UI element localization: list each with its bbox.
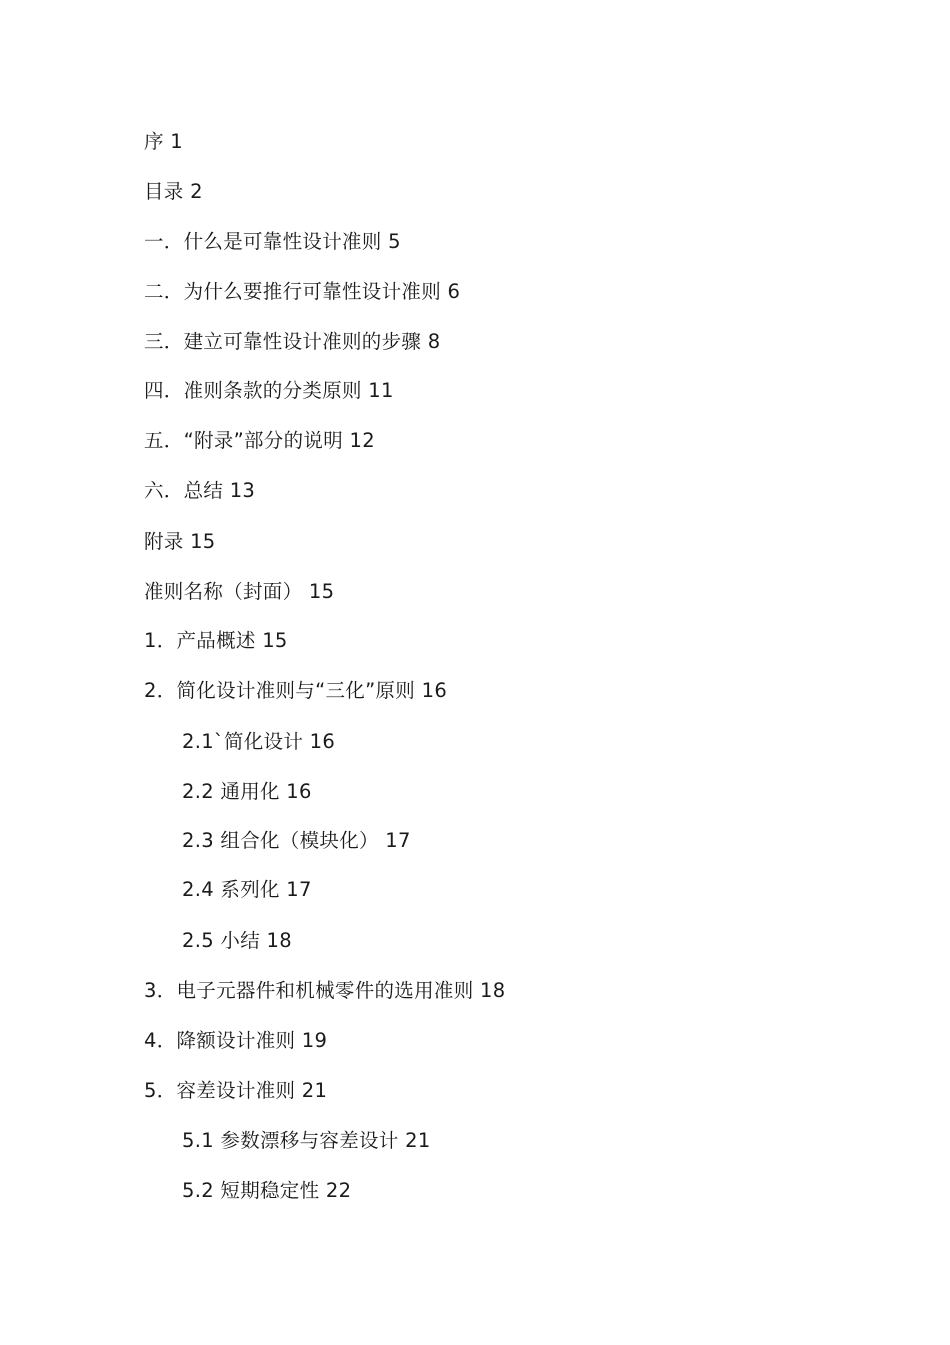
toc-entry-appendix-5-2: 5.2 短期稳定性 22 [182, 1179, 352, 1202]
toc-entry-appendix-2-1: 2.1`简化设计 16 [182, 730, 336, 753]
toc-entry-appendix-5-1: 5.1 参数漂移与容差设计 21 [182, 1129, 431, 1152]
toc-entry-section-6: 六．总结 13 [144, 479, 256, 502]
toc-entry-section-5: 五．“附录”部分的说明 12 [144, 429, 375, 452]
toc-entry-appendix-2-2: 2.2 通用化 16 [182, 780, 312, 803]
toc-entry-section-2: 二．为什么要推行可靠性设计准则 6 [144, 280, 461, 303]
toc-entry-appendix-2: 2．简化设计准则与“三化”原则 16 [144, 679, 448, 702]
toc-entry-appendix-2-3: 2.3 组合化（模块化） 17 [182, 829, 411, 852]
toc-entry-appendix-3: 3．电子元器件和机械零件的选用准则 18 [144, 979, 506, 1002]
toc-entry-section-3: 三．建立可靠性设计准则的步骤 8 [144, 330, 441, 353]
toc-entry-contents: 目录 2 [144, 180, 203, 203]
toc-entry-preface: 序 1 [144, 130, 184, 153]
toc-entry-appendix-4: 4．降额设计准则 19 [144, 1029, 328, 1052]
toc-entry-appendix-1: 1．产品概述 15 [144, 629, 288, 652]
toc-entry-appendix-5: 5．容差设计准则 21 [144, 1079, 328, 1102]
toc-entry-cover: 准则名称（封面） 15 [144, 580, 335, 603]
toc-entry-section-1: 一．什么是可靠性设计准则 5 [144, 230, 401, 253]
toc-entry-appendix-2-4: 2.4 系列化 17 [182, 878, 312, 901]
toc-entry-appendix-2-5: 2.5 小结 18 [182, 929, 292, 952]
toc-entry-section-4: 四．准则条款的分类原则 11 [144, 379, 394, 402]
toc-entry-appendix: 附录 15 [144, 530, 216, 553]
